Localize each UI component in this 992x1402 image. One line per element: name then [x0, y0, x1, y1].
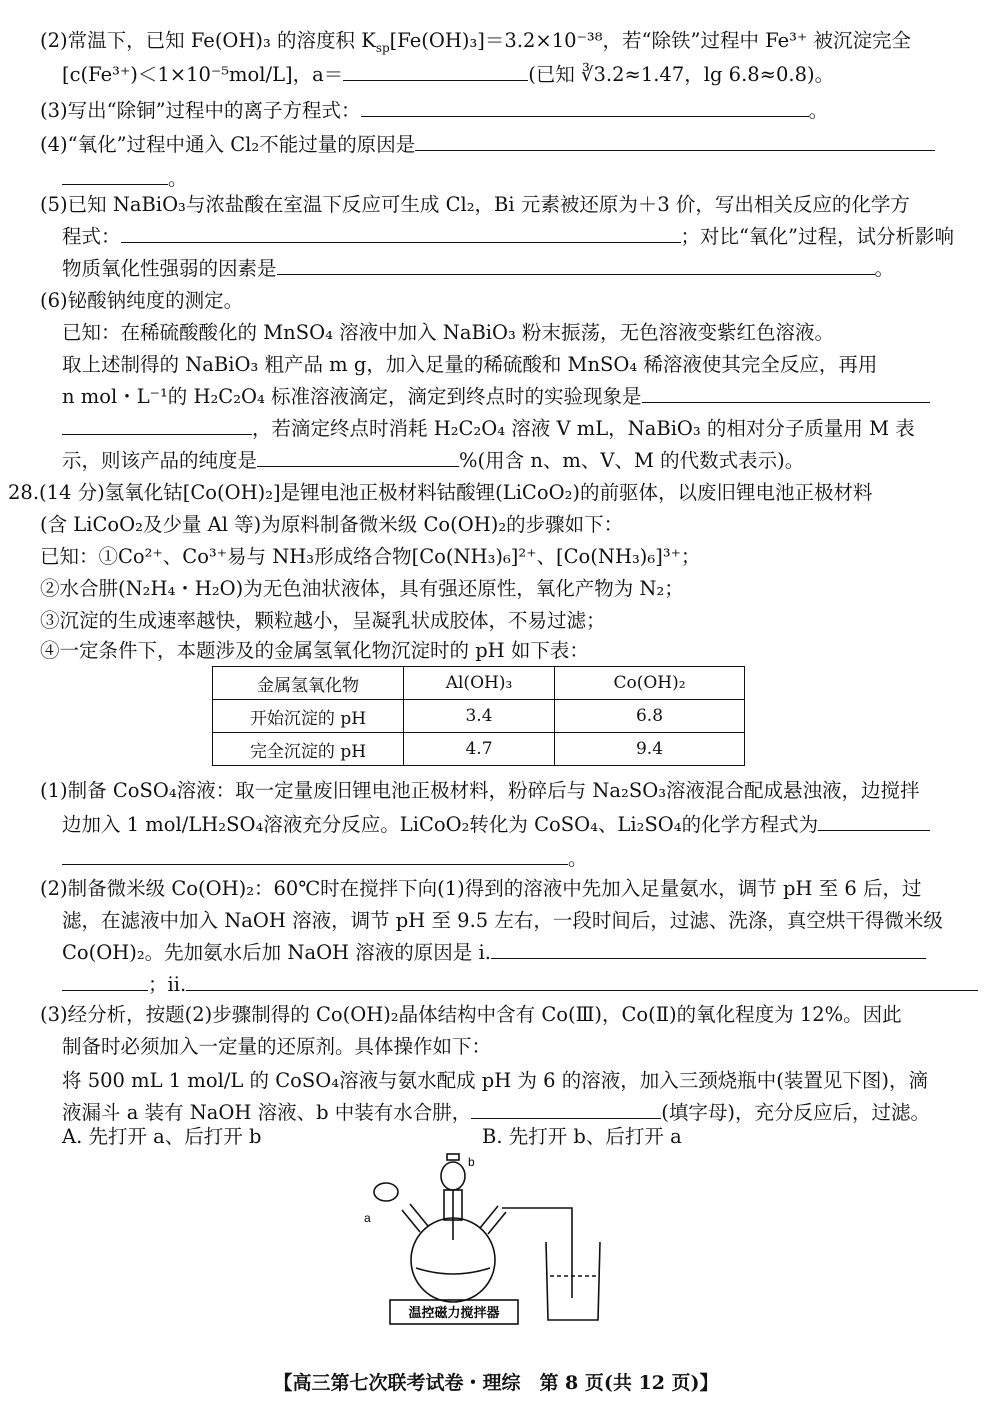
- apparatus-diagram: [358, 1150, 608, 1330]
- q27-part6-line2: [62, 380, 930, 414]
- q27-part6-text-d: 示，则该产品的纯度是: [62, 449, 258, 472]
- answer-blank-part4b[interactable]: [62, 162, 168, 185]
- table-cell: 开始沉淀的 pH: [213, 700, 404, 733]
- answer-blank-part6-phenomenon-b[interactable]: [62, 412, 252, 435]
- q28-part3-text-4: 液漏斗 a 装有 NaOH 溶液、b 中装有水合肼，: [62, 1101, 472, 1124]
- q27-part6-known-text: 已知：在稀硫酸酸化的 MnSO₄ 溶液中加入 NaBiO₃ 粉末振荡，无色溶液变紫红色溶液。: [62, 321, 835, 344]
- answer-blank-part5-equation[interactable]: [121, 220, 681, 243]
- q28-part2-line1: [40, 872, 921, 906]
- q28-known-3: [40, 604, 606, 638]
- table-header-cell: Al(OH)₃: [404, 667, 555, 700]
- q28-part1-end: 。: [568, 847, 588, 870]
- q28-part2-text: (2)制备微米级 Co(OH)₂：60℃时在搅拌下向(1)得到的溶液中先加入足量氨水，调节 pH 至 6 后，过: [40, 877, 922, 900]
- q27-part5-line1: [40, 188, 910, 222]
- q27-part6-line4: [62, 444, 804, 478]
- q27-part6-text-a: 取上述制得的 NaBiO₃ 粗产品 m g，加入足量的稀硫酸和 MnSO₄ 稀溶液使其完全反应，再用: [62, 353, 878, 376]
- label-b: b: [468, 1155, 475, 1169]
- q27-part2-hint: (已知 ∛3.2≈1.47，lg 6.8≈0.8)。: [528, 63, 835, 86]
- table-row: [213, 700, 745, 733]
- q28-known-1-text: 已知：①Co²⁺、Co³⁺易与 NH₃形成络合物[Co(NH₃)₆]²⁺、[Co(NH₃)₆]³⁺；: [40, 545, 701, 568]
- q28-part2-text-2: 滤，在滤液中加入 NaOH 溶液，调节 pH 至 9.5 左右，一段时间后，过滤、洗涤，真空烘干得微米级: [62, 909, 943, 932]
- answer-blank-reason-ii[interactable]: [186, 968, 978, 991]
- funnel-b: [441, 1162, 465, 1190]
- q27-part5-line3: [62, 252, 894, 286]
- table-row: [213, 733, 745, 766]
- page-footer: 【高三第七次联考试卷・理综 第 8 页(共 12 页)】: [273, 1372, 719, 1394]
- table-header-row: [213, 667, 745, 700]
- table-cell: 3.4: [404, 700, 555, 733]
- q28-part3-text: (3)经分析，按题(2)步骤制得的 Co(OH)₂晶体结构中含有 Co(Ⅲ)，Co(Ⅱ)的氧化程度为 12%。因此: [40, 1003, 902, 1026]
- q28-part1-text-2: 边加入 1 mol/LH₂SO₄溶液充分反应。LiCoO₂转化为 CoSO₄、Li₂SO₄的化学方程式为: [62, 813, 819, 836]
- flask-liquid-line: [416, 1268, 490, 1274]
- q28-part1-line2: [62, 808, 930, 842]
- answer-blank-part4a[interactable]: [415, 128, 935, 151]
- q27-part3-text: (3)写出“除铜”过程中的离子方程式：: [40, 99, 361, 122]
- q28-part3-line2: [62, 1030, 491, 1064]
- answer-blank-part6-phenomenon-a[interactable]: [642, 380, 930, 403]
- q27-part6-line1: [62, 348, 877, 382]
- q28-part2-text-4: ；ii.: [148, 973, 187, 996]
- q27-part3-line: [40, 94, 828, 128]
- q28-part3-text-3: 将 500 mL 1 mol/L 的 CoSO₄溶液与氨水配成 pH 为 6 的溶液，加入三颈烧瓶中(装置见下图)，滴: [62, 1069, 928, 1092]
- answer-blank-part3[interactable]: [361, 94, 809, 117]
- q27-part2-line1: [40, 24, 911, 58]
- q28-intro-text: 28.(14 分)氢氧化钴[Co(OH)₂]是锂电池正极材料钴酸锂(LiCoO₂)的前驱体，以废旧锂电池正极材料: [8, 481, 873, 504]
- q27-part5-label: 程式：: [62, 225, 121, 248]
- q28-known-2: [40, 572, 684, 606]
- answer-blank-part1-equation-b[interactable]: [62, 842, 568, 865]
- funnel-b-stopper: [447, 1154, 459, 1160]
- q27-part6-title: [40, 284, 243, 318]
- answer-blank-reason-i-a[interactable]: [491, 936, 926, 959]
- q28-part3-text-5: (填字母)，充分反应后，过滤。: [661, 1101, 930, 1124]
- table-cell: 9.4: [555, 733, 745, 766]
- q28-part2-line2: [62, 904, 943, 938]
- q27-part2-text-cont: [Fe(OH)₃]＝3.2×10⁻³⁸，若“除铁”过程中 Fe³⁺ 被沉淀完全: [389, 29, 911, 52]
- answer-blank-part1-equation-a[interactable]: [818, 808, 930, 831]
- q28-part1-text: (1)制备 CoSO₄溶液：取一定量废旧锂电池正极材料，粉碎后与 Na₂SO₃溶液混合配成悬浊液，边搅拌: [40, 779, 920, 802]
- q28-part3-text-2: 制备时必须加入一定量的还原剂。具体操作如下：: [62, 1035, 492, 1058]
- ph-table: [212, 666, 745, 766]
- q27-part2-text: (2)常温下，已知 Fe(OH)₃ 的溶度积 K: [40, 29, 376, 52]
- q28-known-4-text: ④一定条件下，本题涉及的金属氢氧化物沉淀时的 pH 如下表：: [40, 639, 589, 662]
- q28-known-4: [40, 634, 589, 668]
- q27-part6-known: [62, 316, 834, 350]
- q27-part6-line3: [62, 412, 915, 446]
- q28-known-1: [40, 540, 700, 574]
- q27-part5-line2: [62, 220, 954, 254]
- answer-blank-part6-purity[interactable]: [257, 444, 459, 467]
- q27-part4-text: (4)“氧化”过程中通入 Cl₂不能过量的原因是: [40, 133, 416, 156]
- option-b-label: B. 先打开 b、后打开 a: [482, 1125, 682, 1148]
- q27-part2-text-2: [c(Fe³⁺)＜1×10⁻⁵mol/L]，a＝: [62, 63, 344, 86]
- q27-part6-title-text: (6)铋酸钠纯度的测定。: [40, 289, 244, 312]
- table-cell: 4.7: [404, 733, 555, 766]
- q28-intro-text-2: (含 LiCoO₂及少量 Al 等)为原料制备微米级 Co(OH)₂的步骤如下：: [40, 513, 624, 536]
- q28-part1-line3: [62, 842, 588, 876]
- q27-part6-text-c: ，若滴定终点时消耗 H₂C₂O₄ 溶液 V mL，NaBiO₃ 的相对分子质量用 M 表: [252, 417, 915, 440]
- option-a[interactable]: [62, 1120, 262, 1154]
- q27-part4-end: 。: [168, 167, 188, 190]
- funnel-a: [374, 1183, 398, 1201]
- q27-part5-text-2: ；对比“氧化”过程，试分析影响: [680, 225, 954, 248]
- table-header-cell: 金属氢氧化物: [213, 667, 404, 700]
- answer-blank-part5-factor[interactable]: [277, 252, 875, 275]
- table-header-cell: Co(OH)₂: [555, 667, 745, 700]
- label-a: a: [364, 1211, 371, 1225]
- q27-part5-text: (5)已知 NaBiO₃与浓盐酸在室温下反应可生成 Cl₂，Bi 元素被还原为＋3 价，写出相关反应的化学方: [40, 193, 910, 216]
- q27-part5-end: 。: [874, 257, 895, 280]
- q28-part2-text-3: Co(OH)₂。先加氨水后加 NaOH 溶液的原因是 i.: [62, 941, 491, 964]
- table-cell: 完全沉淀的 pH: [213, 733, 404, 766]
- q28-part1-line1: [40, 774, 920, 808]
- q28-known-3-text: ③沉淀的生成速率越快，颗粒越小，呈凝乳状成胶体，不易过滤；: [40, 609, 606, 632]
- answer-blank-a[interactable]: [343, 58, 528, 81]
- q27-part6-text-e: %(用含 n、m、V、M 的代数式表示)。: [459, 449, 805, 472]
- q27-part2-line2: [62, 58, 834, 92]
- option-b[interactable]: [482, 1120, 682, 1154]
- q27-part3-end: 。: [808, 99, 829, 122]
- q28-part3-line3: [62, 1064, 928, 1098]
- table-cell: 6.8: [555, 700, 745, 733]
- stirrer-label: 温控磁力搅拌器: [408, 1306, 500, 1321]
- gas-tube: [502, 1208, 572, 1298]
- q27-part4-line1: [40, 128, 935, 162]
- q27-part5-text-3: 物质氧化性强弱的因素是: [62, 257, 277, 280]
- q27-part6-text-b: n mol・L⁻¹的 H₂C₂O₄ 标准溶液滴定，滴定到终点时的实验现象是: [62, 385, 642, 408]
- q28-intro-line1: [8, 476, 873, 510]
- q28-part3-line1: [40, 998, 902, 1032]
- ksp-subscript: sp: [375, 40, 390, 55]
- q28-known-2-text: ②水合肼(N₂H₄・H₂O)为无色油状液体，具有强还原性，氧化产物为 N₂；: [40, 577, 684, 600]
- q28-intro-line2: [40, 508, 623, 542]
- ph-table-wrapper: [212, 666, 745, 766]
- q28-part2-line3: [62, 936, 926, 970]
- answer-blank-choice[interactable]: [471, 1096, 661, 1119]
- beaker: [546, 1242, 600, 1320]
- answer-blank-reason-i-b[interactable]: [62, 968, 148, 991]
- q28-part2-line4: [62, 968, 978, 1002]
- option-a-label: A. 先打开 a、后打开 b: [62, 1125, 262, 1148]
